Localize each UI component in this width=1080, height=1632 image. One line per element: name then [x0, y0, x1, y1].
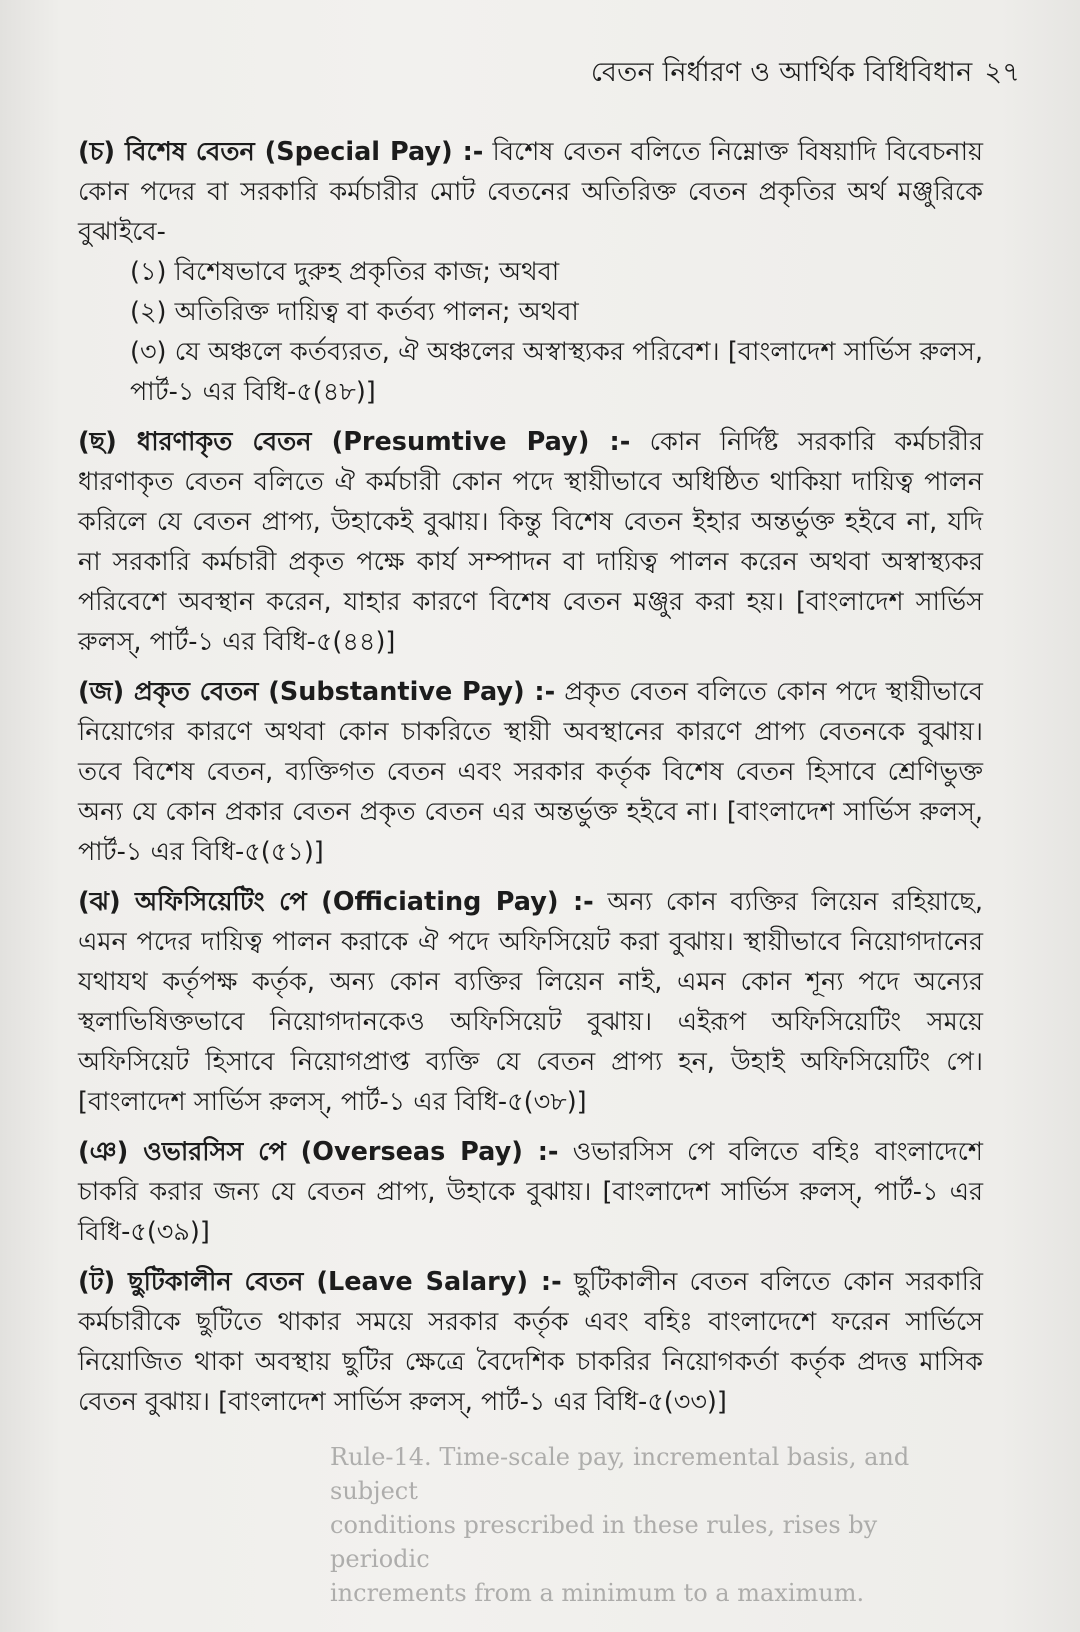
section-special-pay [78, 132, 983, 412]
section-text: কোন নির্দিষ্ট সরকারি কর্মচারীর ধারণাকৃত বেতন বলিতে ঐ কর্মচারী কোন পদে স্থায়ীভাবে অধিষ্ঠিত থাকিয়া দায়িত্ব পালন করিলে যে বেতন প্রাপ্য, উহাকেই বুঝায়। কিন্তু বিশেষ বেতন ইহার অন্তর্ভুক্ত হইবে না, যদি না সরকারি কর্মচারী প্রকৃত পক্ষে কার্য সম্পাদন বা দায়িত্ব পালন করেন অথবা অস্বাস্থ্যকর পরিবেশে অবস্থান করেন, যাহার কারণে বিশেষ বেতন মঞ্জুর করা হয়। [বাংলাদেশ সার্ভিস রুলস্, পার্ট-১ এর বিধি-৫(৪৪)] [78, 427, 983, 657]
section-overseas-pay [78, 1132, 983, 1252]
running-header [591, 52, 1020, 97]
section-text: ছুটিকালীন বেতন বলিতে কোন সরকারি কর্মচারীকে ছুটিতে থাকার সময়ে সরকার কর্তৃক এবং বহিঃ বাংলাদেশে ফরেন সার্ভিসে নিয়োজিত থাকা অবস্থায় ছুটির ক্ষেত্রে বৈদেশিক চাকরির নিয়োগকর্তা কর্তৃক প্রদত্ত মাসিক বেতন বুঝায়। [বাংলাদেশ সার্ভিস রুলস্, পার্ট-১ এর বিধি-৫(৩৩)] [78, 1267, 983, 1417]
section-text: প্রকৃত বেতন বলিতে কোন পদে স্থায়ীভাবে নিয়োগের কারণে অথবা কোন চাকরিতে স্থায়ী অবস্থানের কারণে প্রাপ্য বেতনকে বুঝায়। তবে বিশেষ বেতন, ব্যক্তিগত বেতন এবং সরকার কর্তৃক বিশেষ বেতন হিসাবে শ্রেণিভুক্ত অন্য যে কোন প্রকার বেতন প্রকৃত বেতন এর অন্তর্ভুক্ত হইবে না। [বাংলাদেশ সার্ভিস রুলস্, পার্ট-১ এর বিধি-৫(৫১)] [78, 677, 983, 867]
list-item: (১) বিশেষভাবে দুরুহ প্রকৃতির কাজ; অথবা [130, 257, 560, 287]
section-text: অন্য কোন ব্যক্তির লিয়েন রহিয়াছে, এমন পদের দায়িত্ব পালন করাকে ঐ পদে অফিসিয়েট করা বুঝায়। স্থায়ীভাবে নিয়োগদানের যথাযথ কর্তৃপক্ষ কর্তৃক, অন্য কোন ব্যক্তির লিয়েন নাই, এমন কোন শূন্য পদে অন্যের স্থলাভিষিক্তভাবে নিয়োগদানকেও অফিসিয়েট বুঝায়। এইরূপ অফিসিয়েটিং সময়ে অফিসিয়েট হিসাবে নিয়োগপ্রাপ্ত ব্যক্তি যে বেতন প্রাপ্য হন, উহাই অফিসিয়েটিং পে। [বাংলাদেশ সার্ভিস রুলস্, পার্ট-১ এর বিধি-৫(৩৮)] [78, 887, 983, 1117]
paragraph [78, 882, 983, 1122]
chapter-title: বেতন নির্ধারণ ও আর্থিক বিধিবিধান [590, 57, 973, 88]
page-number: ২৭ [984, 57, 1020, 88]
paragraph [78, 422, 983, 662]
section-text: বিশেষ বেতন বলিতে নিম্নোক্ত বিষয়াদি বিবেচনায় কোন পদের বা সরকারি কর্মচারীর মোট বেতনের অতিরিক্ত বেতন প্রকৃতির অর্থ মঞ্জুরিকে বুঝাইবে- [78, 137, 984, 247]
bleed-through-text [330, 1440, 970, 1610]
page-body [78, 132, 983, 1432]
bleed-through-line: increments from a minimum to a maximum. [330, 1579, 865, 1607]
list-item: (৩) যে অঞ্চলে কর্তব্যরত, ঐ অঞ্চলের অস্বাস্থ্যকর পরিবেশ। [বাংলাদেশ সার্ভিস রুলস, পার্ট-১ এর বিধি-৫(৪৮)] [130, 337, 983, 407]
section-heading: (ঞ) ওভারসিস পে (Overseas Pay) :- [78, 1137, 559, 1167]
paragraph [78, 1132, 983, 1252]
section-heading: (ছ) ধারণাকৃত বেতন (Presumtive Pay) :- [78, 427, 631, 457]
section-presumptive-pay [78, 422, 983, 662]
section-officiating-pay [78, 882, 983, 1122]
list-item: (২) অতিরিক্ত দায়িত্ব বা কর্তব্য পালন; অথবা [130, 297, 579, 327]
paragraph [78, 132, 983, 252]
paragraph [78, 1262, 983, 1422]
section-heading: (ট) ছুটিকালীন বেতন (Leave Salary) :- [78, 1267, 562, 1297]
section-heading: (ঝ) অফিসিয়েটিং পে (Officiating Pay) :- [78, 887, 594, 917]
section-leave-salary [78, 1262, 983, 1422]
section-substantive-pay [78, 672, 983, 872]
bleed-through-line: conditions prescribed in these rules, rises by periodic [330, 1511, 878, 1573]
section-text: ওভারসিস পে বলিতে বহিঃ বাংলাদেশে চাকরি করার জন্য যে বেতন প্রাপ্য, উহাকে বুঝায়। [বাংলাদেশ সার্ভিস রুলস্, পার্ট-১ এর বিধি-৫(৩৯)] [78, 1137, 983, 1247]
section-heading: (জ) প্রকৃত বেতন (Substantive Pay) :- [78, 677, 556, 707]
paragraph [78, 672, 983, 872]
bleed-through-line: Rule-14. Time-scale pay, incremental basis, and subject [330, 1443, 910, 1505]
section-heading: (চ) বিশেষ বেতন (Special Pay) :- [78, 137, 484, 167]
